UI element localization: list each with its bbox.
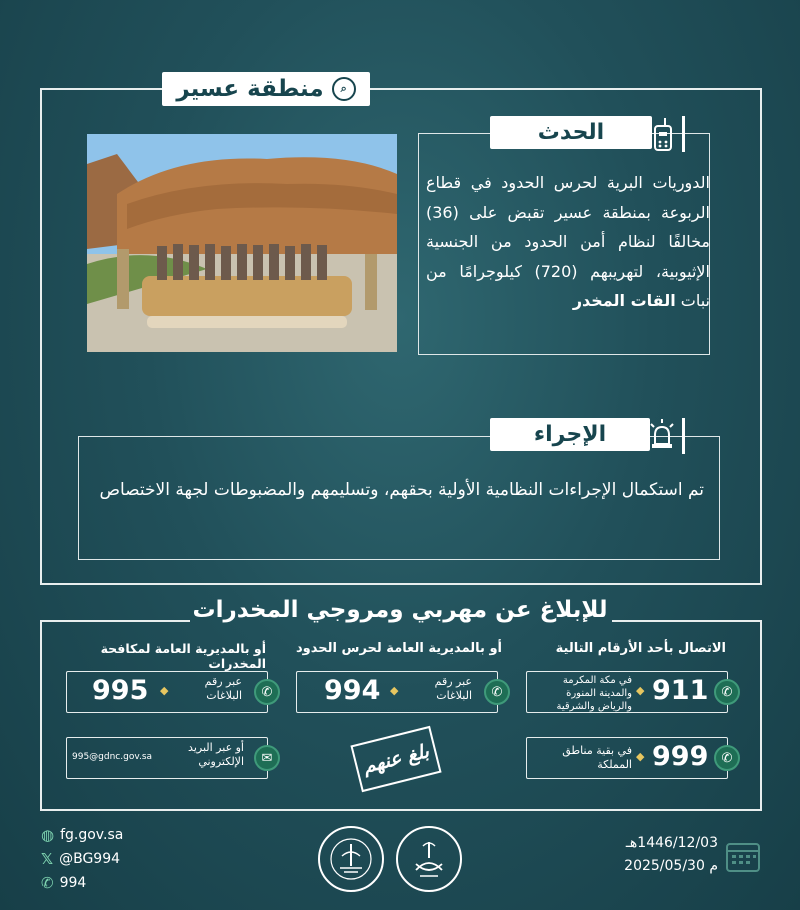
footer-greg-date: 2025/05/30 م — [624, 858, 718, 874]
region-title-pill — [162, 72, 370, 106]
event-photo — [87, 134, 397, 352]
siren-icon — [647, 418, 677, 452]
radio-icon — [650, 116, 676, 152]
calendar-icon — [726, 840, 760, 872]
event-text — [426, 168, 710, 316]
event-body-bold: القات المخدر — [572, 291, 676, 310]
region-title: منطقة عسير — [176, 76, 324, 102]
phone-icon-995: ✆ — [254, 679, 280, 705]
arrow-994: ◆ — [390, 684, 399, 697]
report-title: للإبلاغ عن مهربي ومروجي المخدرات — [192, 597, 608, 623]
action-heading: الإجراء — [533, 422, 607, 447]
desc-911: في مكة المكرمة والمدينة المنورة والرياض والشرقية — [556, 675, 632, 712]
vbar-action — [682, 418, 685, 454]
desc-994: عبر رقم البلاغات — [434, 675, 472, 702]
footer-hijri-date: 1446/12/03هـ — [625, 835, 718, 851]
action-text: تم استكمال الإجراءات النظامية الأولية بحقهم، وتسليمهم والمضبوطات لجهة الاختصاص — [99, 480, 704, 500]
email-label: أو عبر البريد الإلكتروني — [188, 741, 244, 768]
stamp-text: بلغ عنهم — [360, 740, 432, 778]
footer-phone[interactable]: 994 — [59, 875, 87, 891]
x-logo-icon: 𝕏 — [41, 850, 54, 868]
footer-phone-row[interactable] — [41, 874, 86, 892]
event-heading-pill — [490, 116, 652, 149]
email-address[interactable]: 995@gdnc.gov.sa — [72, 752, 153, 762]
footer-x-row[interactable] — [41, 850, 120, 868]
arrow-999: ◆ — [636, 750, 645, 763]
number-911[interactable]: 911 — [652, 675, 709, 706]
report-frame-top-left — [40, 620, 190, 622]
footer-website-row[interactable] — [41, 826, 123, 844]
number-994[interactable]: 994 — [324, 675, 381, 706]
desc-995: عبر رقم البلاغات — [204, 675, 242, 702]
map-search-icon: ⌕ — [332, 77, 356, 101]
footer-x-handle[interactable]: @BG994 — [59, 851, 121, 867]
arrow-995: ◆ — [160, 684, 169, 697]
emblem-border-guard — [396, 826, 462, 892]
event-body: الدوريات البرية لحرس الحدود في قطاع الربوعة بمنطقة عسير تقبض على (36) مخالفًا لنظام أمن الحدود من الجنسية الإثيوبية، لتهريبهم (720) كيلوجرامًا من نبات — [426, 173, 710, 310]
phone-icon-999: ✆ — [714, 745, 740, 771]
mail-icon: ✉ — [254, 745, 280, 771]
vbar-event — [682, 116, 685, 152]
number-999[interactable]: 999 — [652, 741, 709, 772]
desc-999: في بقية مناطق المملكة — [562, 744, 632, 771]
phone-icon-footer: ✆ — [41, 874, 54, 892]
report-frame-top-right — [612, 620, 762, 622]
phone-icon-911: ✆ — [714, 679, 740, 705]
emblem-narcotics — [318, 826, 384, 892]
col-mid-header: أو بالمديرية العامة لحرس الحدود — [296, 641, 502, 656]
action-heading-pill — [490, 418, 650, 451]
globe-icon: ◍ — [41, 826, 55, 844]
col-right-header: الاتصال بأحد الأرقام التالية — [555, 641, 726, 656]
event-heading: الحدث — [537, 120, 605, 145]
phone-icon-994: ✆ — [484, 679, 510, 705]
footer-website[interactable]: fg.gov.sa — [60, 827, 124, 843]
arrow-911: ◆ — [636, 684, 645, 697]
col-left-header: أو بالمديرية العامة لمكافحة المخدرات — [100, 641, 266, 671]
number-995[interactable]: 995 — [92, 675, 149, 706]
